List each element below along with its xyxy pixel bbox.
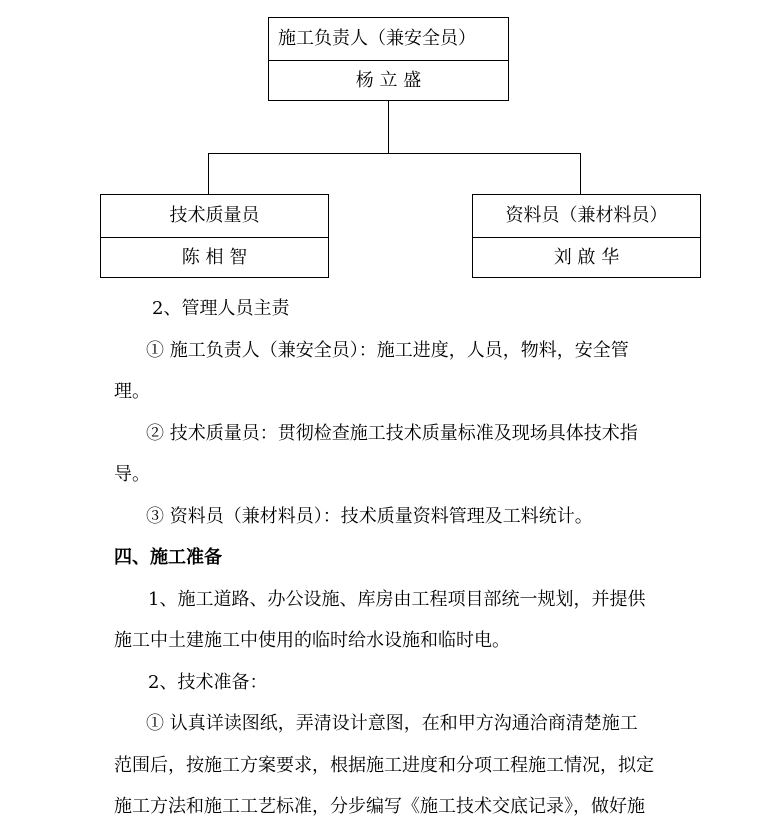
prep1-line2: 施工中土建施工中使用的临时给水设施和临时电。	[114, 630, 510, 651]
duty1-line2: 理。	[114, 381, 150, 402]
org-top-role: 施工负责人（兼安全员）	[278, 28, 476, 49]
connector-horizontal	[208, 153, 581, 154]
connector-vertical-top	[388, 100, 389, 153]
org-right-role: 资料员（兼材料员）	[505, 205, 668, 226]
duty1-line1: ① 施工负责人（兼安全员）：施工进度，人员，物料，安全管	[146, 340, 629, 361]
org-top-name: 杨 立 盛	[269, 60, 508, 100]
prep2-item1-line2: 范围后，按施工方案要求，根据施工进度和分项工程施工情况，拟定	[114, 755, 654, 776]
org-left-name: 陈 相 智	[101, 237, 328, 277]
org-box-left	[100, 194, 329, 278]
org-box-right	[472, 194, 701, 278]
prep1-line1: 1、施工道路、办公设施、库房由工程项目部统一规划，并提供	[148, 589, 646, 610]
duty3-line1: ③ 资料员（兼材料员）：技术质量资料管理及工料统计。	[146, 506, 593, 527]
duty2-line2: 导。	[114, 464, 150, 485]
section2-title: 2、管理人员主责	[152, 298, 290, 319]
org-right-name: 刘 啟 华	[473, 237, 700, 277]
duty2-line1: ② 技术质量员：贯彻检查施工技术质量标准及现场具体技术指	[146, 423, 638, 444]
heading-4: 四、施工准备	[114, 547, 222, 568]
org-left-role: 技术质量员	[169, 205, 260, 226]
prep2-title: 2、技术准备：	[148, 672, 268, 693]
prep2-item1-line1: ① 认真详读图纸，弄清设计意图，在和甲方沟通洽商清楚施工	[146, 713, 638, 734]
connector-vertical-left	[208, 153, 209, 195]
connector-vertical-right	[580, 153, 581, 195]
prep2-item1-line3: 施工方法和施工工艺标准，分步编写《施工技术交底记录》，做好施	[114, 796, 645, 817]
org-box-top	[268, 17, 509, 101]
